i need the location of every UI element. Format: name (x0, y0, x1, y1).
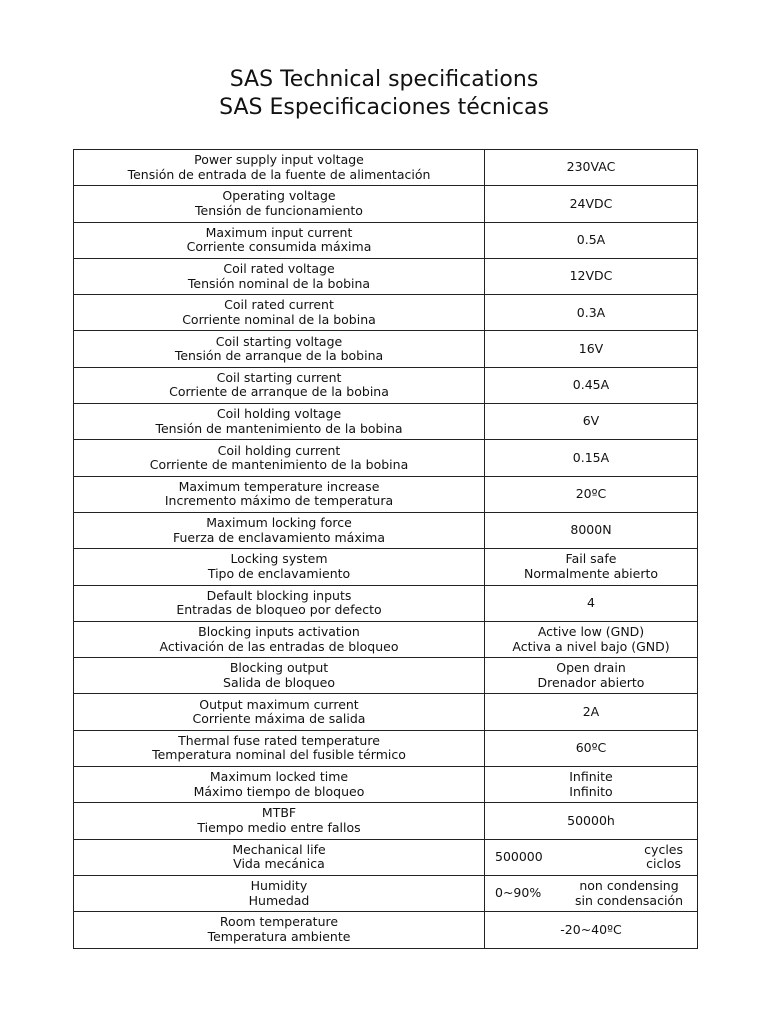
spec-label-cell (74, 440, 485, 476)
spec-value-line: 24VDC (569, 195, 613, 211)
spec-value-line: Infinito (569, 783, 613, 799)
table-row (74, 839, 698, 875)
spec-value-cell (485, 512, 698, 548)
spec-label-english: Mechanical life (232, 841, 326, 857)
spec-label-spanish: Humedad (248, 892, 310, 908)
spec-label-spanish: Tipo de enclavamiento (207, 565, 351, 581)
table-row (74, 585, 698, 621)
spec-label-spanish: Salida de bloqueo (223, 674, 335, 690)
table-row (74, 621, 698, 657)
spec-value-line: 12VDC (569, 268, 613, 284)
spec-value-line: Infinite (569, 769, 613, 785)
spec-value-line: 0.3A (576, 304, 606, 320)
spec-label-english: Room temperature (219, 914, 339, 930)
spec-value-cell (485, 730, 698, 766)
spec-value-cell (485, 476, 698, 512)
spec-label-spanish: Corriente de mantenimiento de la bobina (149, 457, 409, 473)
spec-label-spanish: Vida mecánica (233, 856, 325, 872)
spec-label-cell (74, 258, 485, 294)
spec-value-cell (485, 912, 698, 948)
spec-label-english: Power supply input voltage (194, 152, 364, 168)
table-row (74, 295, 698, 331)
spec-value-note-line: ciclos (646, 856, 682, 872)
spec-value-line: 50000h (567, 812, 615, 828)
table-row (74, 150, 698, 186)
spec-label-spanish: Temperatura nominal del fusible térmico (152, 747, 406, 763)
spec-label-english: Maximum locking force (206, 515, 352, 531)
spec-label-spanish: Tensión de entrada de la fuente de alimentación (127, 166, 431, 182)
table-row (74, 803, 698, 839)
spec-value-cell (485, 367, 698, 403)
spec-value-line: 0.15A (572, 449, 610, 465)
spec-label-cell (74, 549, 485, 585)
spec-label-cell (74, 331, 485, 367)
spec-label-spanish: Tiempo medio entre fallos (197, 819, 361, 835)
document-title (0, 66, 768, 122)
spec-label-spanish: Tensión de mantenimiento de la bobina (155, 420, 403, 436)
spec-label-cell (74, 767, 485, 803)
spec-label-spanish: Corriente máxima de salida (192, 711, 366, 727)
spec-label-spanish: Entradas de bloqueo por defecto (176, 602, 382, 618)
spec-label-spanish: Tensión de arranque de la bobina (174, 348, 384, 364)
spec-label-english: Coil rated current (224, 297, 334, 313)
spec-value-cell (485, 585, 698, 621)
spec-label-cell (74, 912, 485, 948)
spec-label-english: Default blocking inputs (206, 587, 352, 603)
spec-value-line: Normalmente abierto (523, 565, 659, 581)
spec-value-cell (485, 258, 698, 294)
spec-value-split (485, 843, 697, 872)
spec-value-number: 0~90% (495, 885, 542, 901)
title-spanish: SAS Especificaciones técnicas (219, 95, 549, 120)
spec-label-cell (74, 404, 485, 440)
spec-label-english: Blocking inputs activation (198, 624, 360, 639)
spec-label-cell (74, 658, 485, 694)
spec-value-cell (485, 440, 698, 476)
spec-value-cell (485, 150, 698, 186)
title-english: SAS Technical specifications (229, 67, 539, 92)
spec-value-cell (485, 658, 698, 694)
spec-label-cell (74, 875, 485, 911)
specifications-table (73, 149, 698, 949)
specifications-table-body (74, 150, 698, 949)
spec-label-english: Thermal fuse rated temperature (178, 732, 380, 748)
spec-value-note-line: sin condensación (575, 892, 683, 908)
spec-label-spanish: Temperatura ambiente (207, 928, 351, 944)
spec-value-cell (485, 803, 698, 839)
spec-label-english: Humidity (250, 878, 308, 894)
spec-value-line: 20ºC (575, 486, 607, 502)
spec-value-cell (485, 621, 698, 657)
table-row (74, 912, 698, 948)
table-row (74, 404, 698, 440)
spec-value-line: 60ºC (575, 740, 607, 756)
spec-label-english: Locking system (230, 551, 328, 567)
table-row (74, 331, 698, 367)
spec-value-cell (485, 222, 698, 258)
spec-value-line: 6V (582, 413, 600, 429)
spec-value-line: Activa a nivel bajo (GND) (512, 638, 670, 654)
spec-label-english: Coil holding voltage (216, 406, 342, 422)
spec-value-line: -20~40ºC (560, 921, 622, 937)
spec-label-cell (74, 803, 485, 839)
spec-value-line: Active low (GND) (537, 624, 645, 639)
spec-value-cell (485, 295, 698, 331)
spec-value-line: Drenador abierto (537, 674, 645, 690)
spec-label-spanish: Fuerza de enclavamiento máxima (172, 529, 386, 545)
spec-label-english: Coil rated voltage (223, 261, 335, 277)
spec-label-english: Coil starting current (216, 369, 342, 385)
table-row (74, 658, 698, 694)
spec-value-note-line: cycles (644, 841, 683, 857)
spec-label-english: Maximum input current (205, 224, 353, 240)
spec-label-cell (74, 222, 485, 258)
spec-value-split (485, 879, 697, 908)
table-row (74, 512, 698, 548)
spec-label-spanish: Tensión nominal de la bobina (187, 275, 371, 291)
spec-value-cell (485, 767, 698, 803)
table-row (74, 875, 698, 911)
spec-value-line: 230VAC (566, 159, 616, 175)
spec-label-english: Coil starting voltage (215, 333, 343, 349)
spec-value-cell (485, 186, 698, 222)
table-row (74, 186, 698, 222)
spec-label-spanish: Activación de las entradas de bloqueo (159, 638, 399, 654)
spec-value-line: 0.5A (576, 231, 606, 247)
spec-label-cell (74, 730, 485, 766)
spec-value-number: 500000 (495, 849, 543, 865)
spec-value-line: 2A (582, 703, 600, 719)
spec-label-cell (74, 476, 485, 512)
table-row (74, 222, 698, 258)
spec-value-line: Open drain (556, 660, 626, 676)
spec-label-cell (74, 621, 485, 657)
spec-label-spanish: Máximo tiempo de bloqueo (193, 783, 365, 799)
spec-value-line: 8000N (570, 522, 612, 538)
spec-value-line: 0.45A (572, 377, 610, 393)
spec-value-cell (485, 549, 698, 585)
spec-label-spanish: Tensión de funcionamiento (195, 202, 363, 218)
spec-label-spanish: Corriente nominal de la bobina (182, 311, 376, 327)
spec-label-spanish: Corriente consumida máxima (186, 239, 372, 255)
spec-label-cell (74, 694, 485, 730)
spec-label-cell (74, 295, 485, 331)
spec-label-cell (74, 512, 485, 548)
spec-value-line: 4 (587, 594, 595, 610)
table-row (74, 549, 698, 585)
spec-value-line: Fail safe (565, 551, 617, 567)
table-row (74, 476, 698, 512)
table-row (74, 730, 698, 766)
table-row (74, 367, 698, 403)
spec-value-cell (485, 404, 698, 440)
spec-value-note (575, 879, 683, 908)
spec-label-cell (74, 367, 485, 403)
spec-label-cell (74, 585, 485, 621)
spec-label-english: Blocking output (229, 660, 329, 676)
spec-label-cell (74, 839, 485, 875)
table-row (74, 767, 698, 803)
spec-label-english: Output maximum current (199, 696, 359, 712)
spec-label-cell (74, 186, 485, 222)
spec-value-cell (485, 875, 698, 911)
table-row (74, 440, 698, 476)
spec-label-english: Operating voltage (222, 188, 336, 204)
table-row (74, 258, 698, 294)
spec-value-cell (485, 839, 698, 875)
spec-label-spanish: Incremento máximo de temperatura (164, 493, 394, 509)
spec-label-english: Maximum locked time (209, 769, 349, 785)
spec-label-english: MTBF (261, 805, 297, 821)
spec-label-english: Coil holding current (217, 442, 341, 458)
spec-value-cell (485, 694, 698, 730)
spec-value-note-line: non condensing (579, 878, 679, 894)
spec-label-spanish: Corriente de arranque de la bobina (169, 384, 389, 400)
spec-value-line: 16V (578, 340, 604, 356)
spec-value-note (644, 843, 683, 872)
spec-label-cell (74, 150, 485, 186)
table-row (74, 694, 698, 730)
spec-value-cell (485, 331, 698, 367)
spec-label-english: Maximum temperature increase (178, 478, 380, 494)
